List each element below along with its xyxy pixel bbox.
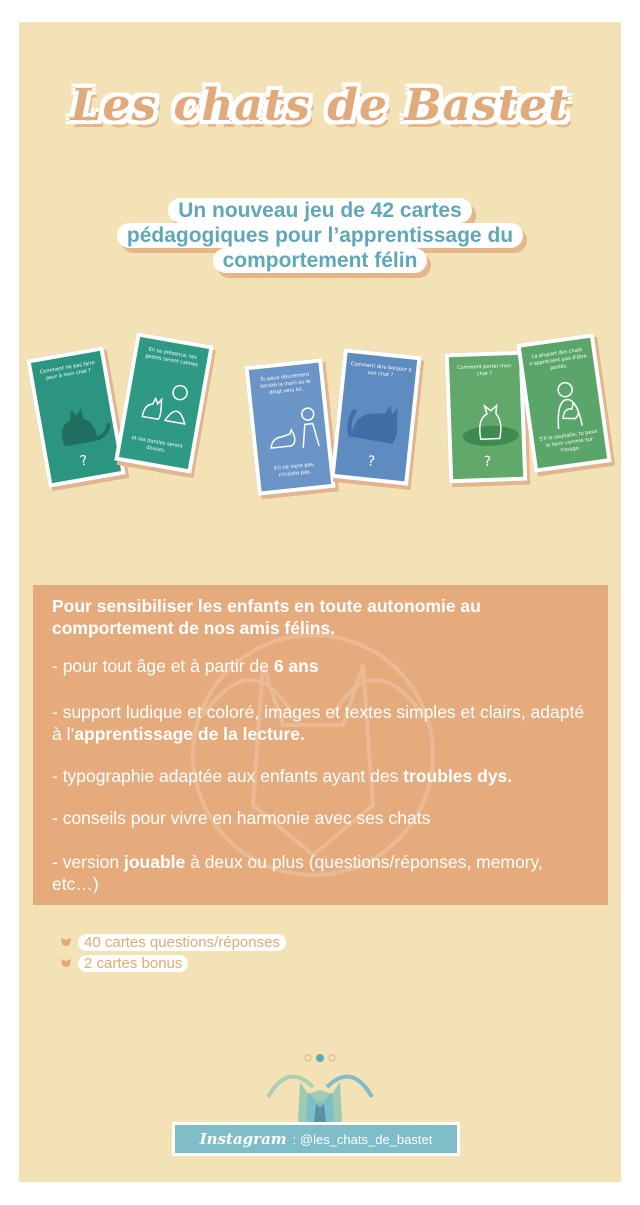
bullet-label: 2 cartes bonus — [78, 955, 188, 972]
card-answer-top-text: Tu peux doucement tendre la main ou le doigt vers lui. — [259, 371, 311, 396]
child-and-cat-icon — [127, 365, 208, 446]
info-intro: Pour sensibiliser les enfants en toute autonomie au comportement de nos amis félins. — [52, 596, 481, 638]
card-green-answer — [516, 333, 611, 473]
bullet-item — [60, 954, 188, 972]
instagram-bar[interactable] — [172, 1122, 460, 1156]
question-mark: ? — [366, 453, 376, 471]
bastet-logo-icon — [258, 1052, 382, 1122]
info-age: - pour tout âge et à partir de 6 ans — [52, 656, 319, 676]
card-answer-bottom-text: et tes paroles seront douces. — [131, 434, 183, 454]
paw-icon — [60, 936, 72, 948]
info-version: - version jouable à deux ou plus (questions/réponses, memory, etc…) — [52, 852, 543, 894]
instagram-brand: Instagram — [199, 1130, 287, 1148]
instagram-bar-inner — [175, 1125, 457, 1153]
card-blue-question — [330, 348, 421, 485]
paw-icon — [60, 957, 72, 969]
card-green-question — [445, 351, 527, 484]
card-question-text: Comment porter mon chat ? — [457, 363, 512, 378]
subtitle-line-3: comportement félin — [213, 248, 428, 273]
page-title: Les chats de Bastet — [70, 80, 570, 131]
bullet-label: 40 cartes questions/réponses — [78, 934, 286, 951]
card-answer-bottom-text: S'il le souhaite, tu peux le tenir comme sur l'image. — [539, 428, 599, 454]
card-answer-top-text: En sa présence, tes gestes seront calmes — [144, 346, 199, 369]
card-teal-answer — [114, 332, 213, 474]
instagram-handle[interactable]: : @les_chats_de_bastet — [292, 1131, 433, 1147]
card-teal-question — [26, 346, 125, 488]
info-box — [33, 585, 608, 905]
cat-icon — [40, 378, 121, 459]
cat-icon — [341, 381, 418, 458]
child-petting-cat-icon — [256, 390, 333, 467]
card-question-text: Comment ne pas faire peur à mon chat ? — [39, 359, 96, 382]
card-answer-bottom-text: S'il ne vient pas, n'insiste pas. — [273, 461, 316, 479]
question-mark: ? — [483, 453, 492, 471]
card-blue-answer — [244, 358, 335, 495]
card-answer-top-text: La plupart des chats n'apprécient pas d'être portés. — [528, 346, 588, 372]
question-mark: ? — [78, 452, 89, 470]
subtitle — [79, 198, 561, 273]
subtitle-line-2: pédagogiques pour l’apprentissage du — [117, 223, 523, 248]
info-typography: - typographie adaptée aux enfants ayant des troubles dys. — [52, 766, 513, 786]
card-question-text: Comment dire bonjour à son chat ? — [350, 361, 412, 379]
cat-icon — [454, 383, 526, 455]
subtitle-line-1: Un nouveau jeu de 42 cartes — [168, 198, 472, 223]
bastet-watermark-icon — [143, 605, 483, 885]
bullet-item — [60, 933, 286, 951]
info-support: - support ludique et coloré, images et textes simples et clairs, adapté à l’apprentissage de la lecture. — [52, 702, 585, 744]
info-advice: - conseils pour vivre en harmonie avec ses chats — [52, 808, 431, 828]
